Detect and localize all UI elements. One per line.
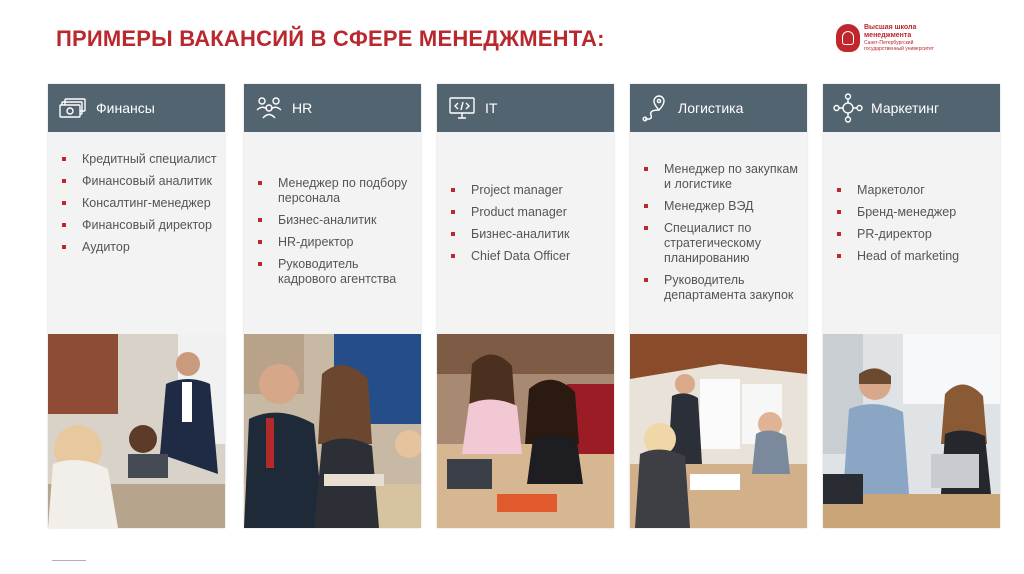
list-item: Руководитель кадрового агентства: [258, 257, 415, 287]
list-item: PR-директор: [837, 227, 994, 242]
card-header: [823, 84, 1000, 132]
card-title: Логистика: [678, 100, 744, 116]
list-item: Менеджер ВЭД: [644, 199, 801, 214]
seal-icon: [836, 24, 860, 52]
vacancy-list: [837, 183, 994, 271]
list-item: Кредитный специалист: [62, 152, 219, 167]
list-item: Финансовый аналитик: [62, 174, 219, 189]
card-marketing: [823, 84, 1000, 528]
footer-divider: [52, 560, 86, 561]
photo-classroom: [630, 334, 807, 528]
list-item: Специалист по стратегическому планированию: [644, 221, 801, 266]
route-pin-icon: [640, 93, 670, 123]
card-logistics: [630, 84, 807, 528]
list-item: Менеджер по подбору персонала: [258, 176, 415, 206]
people-network-icon: [254, 93, 284, 123]
card-title: HR: [292, 100, 313, 116]
list-item: Бизнес-аналитик: [258, 213, 415, 228]
card-header: [437, 84, 614, 132]
code-monitor-icon: [447, 93, 477, 123]
photo-presenter: [48, 334, 225, 528]
photo-team-discussion: [244, 334, 421, 528]
list-item: Chief Data Officer: [451, 249, 608, 264]
list-item: Руководитель департамента закупок: [644, 273, 801, 303]
card-finance: [48, 84, 225, 528]
card-header: [630, 84, 807, 132]
logo-line-1: Высшая школа: [864, 24, 917, 31]
vacancy-list: [451, 183, 608, 271]
card-it: [437, 84, 614, 528]
list-item: Маркетолог: [837, 183, 994, 198]
list-item: Менеджер по закупкам и логистике: [644, 162, 801, 192]
card-header: [244, 84, 421, 132]
list-item: Project manager: [451, 183, 608, 198]
list-item: Финансовый директор: [62, 218, 219, 233]
card-title: Маркетинг: [871, 100, 940, 116]
list-item: Аудитор: [62, 240, 219, 255]
list-item: Product manager: [451, 205, 608, 220]
logo-line-3: Санкт-Петербургский: [864, 40, 914, 46]
network-hub-icon: [833, 93, 863, 123]
list-item: Бренд-менеджер: [837, 205, 994, 220]
money-icon: [58, 93, 88, 123]
photo-meeting-laptop: [823, 334, 1000, 528]
logo-line-4: государственный университет: [864, 46, 934, 52]
card-title: Финансы: [96, 100, 155, 116]
card-hr: [244, 84, 421, 528]
photo-students-laptop: [437, 334, 614, 528]
page-title: ПРИМЕРЫ ВАКАНСИЙ В СФЕРЕ МЕНЕДЖМЕНТА:: [56, 26, 605, 51]
list-item: Консалтинг-менеджер: [62, 196, 219, 211]
university-logo: [836, 22, 946, 56]
vacancy-list: [258, 176, 415, 294]
list-item: Бизнес-аналитик: [451, 227, 608, 242]
card-title: IT: [485, 100, 498, 116]
card-header: [48, 84, 225, 132]
list-item: HR-директор: [258, 235, 415, 250]
vacancy-list: [644, 162, 801, 310]
logo-line-2: менеджмента: [864, 32, 912, 39]
vacancy-list: [62, 152, 219, 262]
list-item: Head of marketing: [837, 249, 994, 264]
